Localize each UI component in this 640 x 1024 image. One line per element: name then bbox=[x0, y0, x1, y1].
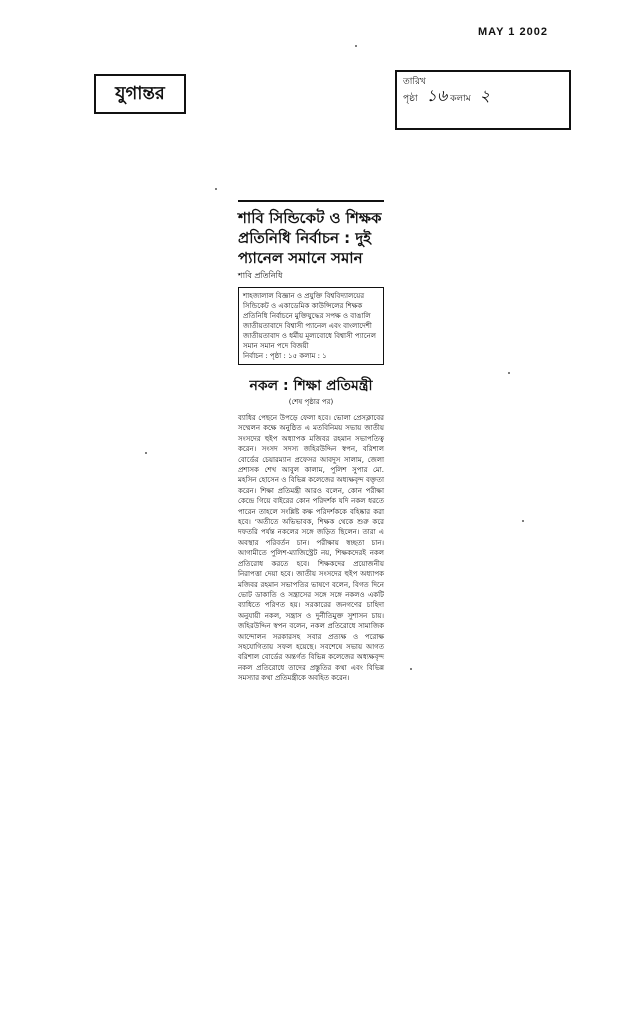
page-label: পৃষ্ঠা bbox=[403, 94, 418, 104]
scan-speck bbox=[508, 372, 510, 374]
article-byline: শাবি প্রতিনিধি bbox=[238, 271, 283, 280]
date-label: তারিখ bbox=[403, 77, 426, 87]
article-lead: শাহজালাল বিজ্ঞান ও প্রযুক্তি বিশ্ববিদ্যালয়ের সিন্ডিকেট ও একাডেমিক কাউন্সিলের শিক্ষক প্রতিনিধি নির্বাচনে মুক্তিযুদ্ধের সপক্ষ ও বাঙালি জাতীয়তাবাদে বিশ্বাসী প্যানেল এবং বাংলাদেশী জাতীয়তাবাদ ও ধর্মীয় মূল্যবোধে বিশ্বাসী প্যানেল সমান সমান পদে বিজয়ী bbox=[243, 292, 376, 350]
archive-date-stamp: MAY 1 2002 bbox=[478, 26, 548, 38]
scan-speck bbox=[522, 520, 524, 522]
article-headline: শাবি সিন্ডিকেট ও শিক্ষক প্রতিনিধি নির্বাচন : দুই প্যানেল সমানে সমান bbox=[238, 209, 382, 267]
second-article-body: ব্যাধির পেছনে উপড়ে ফেলা হবে। ভোলা প্রেসক্লাবের সম্মেলন কক্ষে অনুষ্ঠিত এ মতবিনিময় সভায় জাতীয় সংসদের হুইপ অধ্যাপক মজিবর রহমান সভাপতিত্ব করেন। সংসদ সদস্য জহিরউদ্দিন স্বপন, বরিশাল বোর্ডের চেয়ারম্যান প্রফেসর আবদুস সালাম, জেলা প্রশাসক শেখ আবুল কালাম, পুলিশ সুপার মো. মহসিন হোসেন ও বিভিন্ন কলেজের অধ্যক্ষবৃন্দ বক্তৃতা করেন। শিক্ষা প্রতিমন্ত্রী আরও বলেন, কোন পরীক্ষা কেন্দ্রে গিয়ে বাইরের কোন পরিদর্শক যদি নকল ধরতে পারেন তাহলে সংশ্লিষ্ট কক্ষ পরিদর্শককে বহিষ্কার করা হবে। ‘অতীতে অভিভাবক, শিক্ষক থেকে শুরু করে দফতরি পর্যন্ত নকলের সঙ্গে জড়িত ছিলেন। তারা এ অবস্থার পরিবর্তন চান। পরীক্ষায় স্বচ্ছতা চান। আগামীতে পুলিশ-ম্যাজিস্ট্রেট নয়, শিক্ষকদেরই নকল প্রতিরোধ করতে হবে। শিক্ষকদের প্রয়োজনীয় নিরাপত্তা দেয়া হবে। জাতীয় সংসদের হুইপ অধ্যাপক মজিবর রহমান সভাপতির ভাষণে বলেন, বিগত দিনে ভোট ডাকাতি ও সন্ত্রাসের সঙ্গে সঙ্গে নকলও একটি ব্যাধিতে পরিণত হয়। সরকারের জনগণের চাহিদা অনুযায়ী নকল, সন্ত্রাস ও দুর্নীতিমুক্ত সুশাসন চায়। জহিরউদ্দিন স্বপন বলেন, নকল প্রতিরোধে সামাজিক আন্দোলন সরকারসহ সবার প্রত্যক্ষ ও পরোক্ষ সহযোগিতায় সফল হয়েছে। সবশেষে সভায় আগত বরিশাল বোর্ডের অন্তর্গত বিভিন্ন কলেজের অধ্যক্ষবৃন্দ নকল প্রতিরোধে তাদের প্রস্তুতির কথা এবং বিভিন্ন সমস্যার কথা প্রতিমন্ত্রীকে অবহিত করেন। bbox=[238, 414, 384, 683]
top-rule bbox=[238, 200, 384, 202]
scan-speck bbox=[355, 45, 357, 47]
date-page-stamp bbox=[395, 70, 571, 130]
continued-note: নির্বাচন : পৃষ্ঠা : ১৫ কলাম : ১ bbox=[243, 352, 327, 360]
column-label: কলাম bbox=[450, 94, 471, 104]
newspaper-masthead-box bbox=[94, 74, 186, 114]
scan-speck bbox=[410, 668, 412, 670]
second-article-headline: নকল : শিক্ষা প্রতিমন্ত্রী bbox=[249, 378, 373, 394]
newspaper-clipping bbox=[238, 200, 384, 725]
article-lead-box bbox=[238, 287, 384, 365]
continuation-note: (শেষ পৃষ্ঠার পর) bbox=[288, 398, 334, 406]
scan-speck bbox=[215, 188, 217, 190]
scan-speck bbox=[145, 452, 147, 454]
date-row bbox=[403, 75, 563, 89]
page-row bbox=[403, 89, 563, 106]
newspaper-masthead: যুগান্তর bbox=[115, 82, 165, 104]
column-number-handwritten: ২ bbox=[479, 89, 491, 105]
page-number-handwritten: ১৬ bbox=[426, 89, 448, 105]
